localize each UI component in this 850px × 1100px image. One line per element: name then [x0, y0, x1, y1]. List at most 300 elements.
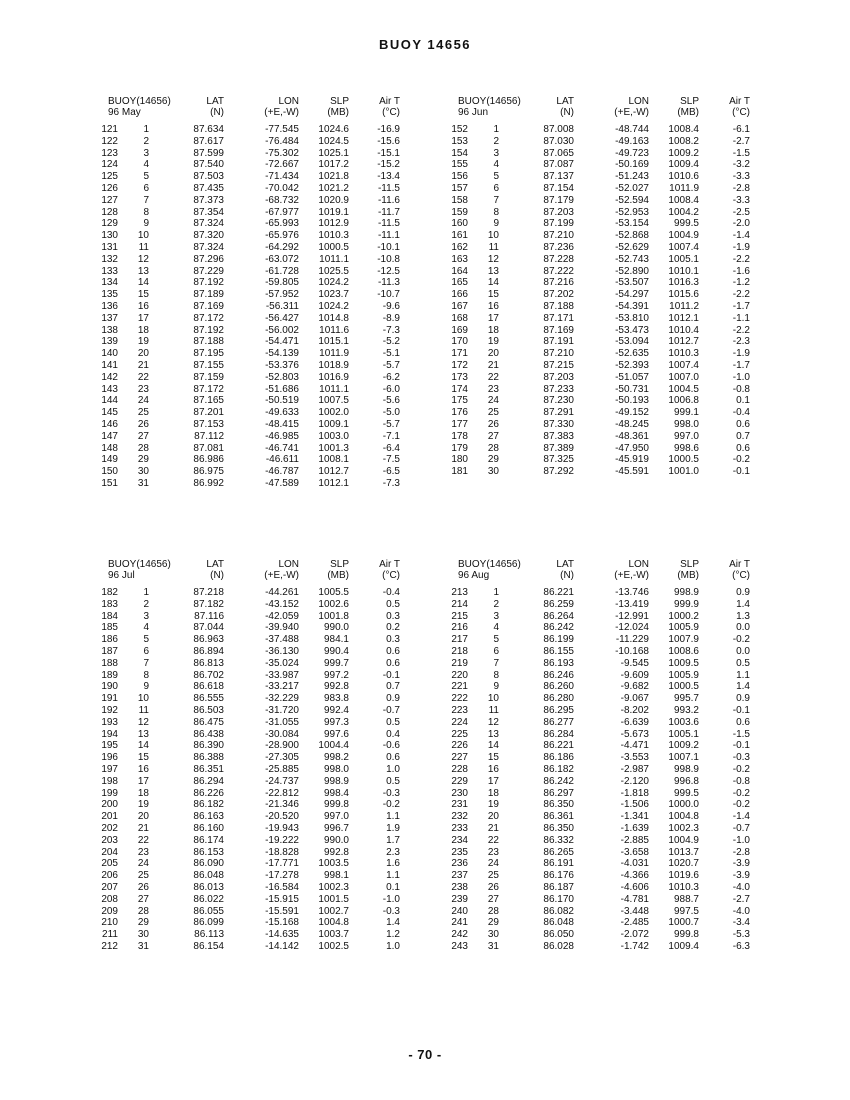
lat-header: LAT [556, 559, 574, 570]
row-lat: 87.182 [193, 598, 224, 610]
row-day: 14 [137, 740, 149, 752]
table-header [458, 559, 758, 583]
row-lon: -9.067 [620, 693, 649, 705]
row-lat: 86.055 [193, 905, 224, 917]
row-lat: 87.230 [543, 395, 574, 407]
row-airt: -1.0 [382, 893, 400, 905]
row-index: 193 [101, 716, 118, 728]
table-row [451, 940, 758, 953]
row-lon: -31.055 [265, 716, 299, 728]
row-index: 137 [101, 312, 118, 324]
row-index: 234 [451, 834, 468, 846]
row-lat: 87.116 [194, 610, 224, 622]
row-slp: 1012.9 [318, 218, 349, 230]
row-day: 1 [143, 124, 149, 135]
row-airt: -10.1 [377, 241, 400, 253]
row-index: 144 [101, 395, 118, 407]
row-slp: 1025.5 [318, 265, 349, 277]
table-row [451, 669, 758, 682]
row-day: 10 [487, 693, 499, 705]
row-index: 213 [451, 587, 468, 598]
row-lat: 87.169 [543, 324, 574, 336]
row-lat: 86.048 [193, 870, 224, 882]
row-slp: 1023.7 [318, 289, 349, 301]
row-slp: 1011.1 [319, 383, 349, 395]
row-day: 12 [487, 716, 499, 728]
row-lon: -44.261 [265, 587, 299, 598]
row-day: 6 [493, 645, 499, 657]
row-lon: -1.506 [620, 799, 649, 811]
row-lat: 87.228 [543, 253, 574, 265]
row-airt: -4.0 [732, 881, 750, 893]
row-airt: -2.0 [732, 218, 750, 230]
row-airt: -0.2 [732, 799, 750, 811]
row-airt: 0.9 [736, 587, 750, 598]
row-lon: -56.311 [265, 300, 299, 312]
row-lat: 87.503 [193, 171, 224, 183]
row-day: 8 [493, 206, 499, 218]
row-slp: 1011.9 [669, 182, 699, 194]
row-airt: 0.3 [386, 610, 400, 622]
row-lat: 86.113 [194, 929, 224, 941]
row-slp: 998.2 [323, 752, 349, 764]
row-lon: -61.728 [265, 265, 299, 277]
row-day: 2 [143, 135, 149, 147]
row-lon: -52.635 [615, 348, 649, 360]
row-index: 129 [101, 218, 118, 230]
lon-header: LON [278, 96, 299, 107]
row-lon: -50.731 [615, 383, 649, 395]
row-lat: 86.297 [543, 787, 574, 799]
row-airt: -15.1 [377, 147, 400, 159]
row-index: 233 [451, 822, 468, 834]
row-airt: -1.5 [732, 147, 750, 159]
row-lat: 87.291 [543, 407, 574, 419]
row-airt: -0.3 [732, 752, 750, 764]
row-lon: -75.302 [265, 147, 299, 159]
buoy-label: BUOY(14656) [458, 559, 521, 570]
table-row [101, 693, 408, 705]
row-airt: -3.9 [732, 870, 750, 882]
row-airt: 0.2 [386, 622, 400, 634]
row-slp: 1004.2 [668, 206, 699, 218]
row-index: 176 [451, 407, 468, 419]
row-lon: -42.059 [265, 610, 299, 622]
row-index: 235 [451, 846, 468, 858]
row-slp: 1002.3 [318, 881, 349, 893]
table-rows [451, 124, 758, 478]
data-table-jul [101, 559, 408, 953]
row-slp: 1005.5 [318, 587, 349, 598]
row-lon: -45.919 [615, 454, 649, 466]
row-lon: -51.686 [265, 383, 299, 395]
row-index: 219 [451, 657, 468, 669]
row-index: 171 [451, 348, 468, 360]
row-slp: 1010.6 [668, 171, 699, 183]
row-lat: 86.226 [193, 787, 224, 799]
row-lon: -59.805 [265, 277, 299, 289]
row-lon: -1.639 [620, 822, 649, 834]
row-slp: 1007.9 [668, 634, 699, 646]
table-row [101, 704, 408, 717]
row-lon: -53.376 [265, 359, 299, 371]
row-day: 23 [487, 383, 499, 395]
row-airt: 0.9 [736, 693, 750, 705]
row-airt: -11.7 [377, 206, 400, 218]
table-row [451, 312, 758, 325]
row-day: 2 [143, 598, 149, 610]
period-label: 96 May [108, 107, 141, 118]
row-index: 191 [101, 693, 118, 705]
row-airt: -1.6 [732, 265, 750, 277]
row-lon: -25.885 [265, 763, 299, 775]
row-airt: -15.6 [377, 135, 400, 147]
airt-header: Air T [729, 559, 750, 570]
table-row [101, 645, 408, 658]
row-airt: -1.9 [732, 348, 750, 360]
row-slp: 998.9 [323, 775, 349, 787]
table-row [451, 610, 758, 623]
row-airt: -1.0 [732, 371, 750, 383]
table-row [451, 657, 758, 670]
row-slp: 1024.6 [318, 124, 349, 135]
row-index: 134 [101, 277, 118, 289]
row-lat: 87.215 [543, 359, 574, 371]
row-airt: -13.4 [377, 171, 400, 183]
airt-header: Air T [729, 96, 750, 107]
row-lat: 87.112 [194, 430, 224, 442]
row-lon: -4.781 [620, 893, 649, 905]
row-lat: 86.160 [193, 822, 224, 834]
row-slp: 992.8 [323, 846, 349, 858]
row-slp: 1000.7 [668, 917, 699, 929]
row-index: 123 [101, 147, 118, 159]
row-index: 215 [451, 610, 468, 622]
row-day: 26 [487, 418, 499, 430]
row-day: 8 [143, 206, 149, 218]
row-slp: 998.4 [323, 787, 349, 799]
row-lat: 87.203 [543, 206, 574, 218]
row-lon: -12.991 [615, 610, 649, 622]
row-day: 5 [143, 171, 149, 183]
row-lon: -52.868 [615, 230, 649, 242]
slp-unit: (MB) [677, 107, 699, 118]
row-slp: 999.5 [673, 787, 699, 799]
row-lat: 86.221 [543, 740, 574, 752]
row-slp: 1001.5 [318, 893, 349, 905]
row-lon: -48.415 [265, 418, 299, 430]
table-row [101, 395, 408, 407]
row-day: 9 [143, 681, 149, 693]
row-day: 11 [138, 704, 149, 716]
table-row [451, 634, 758, 646]
row-lat: 86.294 [193, 775, 224, 787]
row-slp: 990.0 [323, 834, 349, 846]
data-table-jun [451, 96, 758, 478]
row-lat: 86.022 [193, 893, 224, 905]
row-lat: 87.210 [543, 230, 574, 242]
row-day: 16 [137, 763, 149, 775]
row-lat: 87.296 [193, 253, 224, 265]
row-slp: 1000.5 [668, 681, 699, 693]
row-index: 211 [102, 929, 118, 941]
table-row [451, 218, 758, 230]
table-row [451, 881, 758, 894]
table-row [451, 622, 758, 634]
table-row [101, 610, 408, 623]
row-lat: 86.242 [543, 622, 574, 634]
row-day: 23 [137, 383, 149, 395]
row-index: 229 [451, 775, 468, 787]
row-lat: 86.265 [543, 846, 574, 858]
row-index: 241 [451, 917, 468, 929]
row-day: 8 [143, 669, 149, 681]
row-day: 3 [493, 610, 499, 622]
table-row [101, 787, 408, 800]
row-airt: -6.5 [382, 466, 400, 478]
row-airt: 0.4 [386, 728, 400, 740]
row-index: 138 [101, 324, 118, 336]
row-lon: -49.723 [615, 147, 649, 159]
row-slp: 998.9 [673, 763, 699, 775]
row-index: 132 [101, 253, 118, 265]
row-index: 158 [451, 194, 468, 206]
row-lon: -52.594 [615, 194, 649, 206]
row-index: 218 [451, 645, 468, 657]
table-row [101, 383, 408, 396]
row-lat: 87.154 [543, 182, 574, 194]
row-airt: -0.6 [382, 740, 400, 752]
row-lon: -53.810 [615, 312, 649, 324]
row-index: 149 [101, 454, 118, 466]
row-index: 238 [451, 881, 468, 893]
table-row [101, 171, 408, 183]
row-airt: 0.3 [386, 634, 400, 646]
row-airt: 0.0 [736, 645, 750, 657]
table-row [451, 740, 758, 752]
row-day: 14 [487, 277, 499, 289]
row-day: 5 [493, 634, 499, 646]
row-day: 11 [488, 704, 499, 716]
row-lon: -14.635 [265, 929, 299, 941]
table-row [101, 846, 408, 859]
row-lon: -9.682 [620, 681, 649, 693]
row-lon: -52.629 [615, 241, 649, 253]
row-airt: -3.3 [732, 194, 750, 206]
row-airt: -11.3 [377, 277, 400, 289]
row-day: 12 [487, 253, 499, 265]
lat-unit: (N) [560, 570, 574, 581]
row-airt: 0.5 [386, 598, 400, 610]
row-airt: -2.2 [732, 324, 750, 336]
row-airt: -2.3 [732, 336, 750, 348]
row-index: 204 [101, 846, 118, 858]
row-day: 27 [137, 893, 149, 905]
row-lat: 86.361 [543, 811, 574, 823]
row-airt: 0.1 [386, 881, 400, 893]
row-index: 124 [101, 159, 118, 171]
row-airt: 0.6 [736, 442, 750, 454]
airt-unit: (°C) [382, 570, 400, 581]
row-index: 228 [451, 763, 468, 775]
row-index: 195 [101, 740, 118, 752]
row-lon: -52.743 [615, 253, 649, 265]
row-index: 125 [101, 171, 118, 183]
row-lon: -1.818 [620, 787, 649, 799]
row-lon: -54.471 [265, 336, 299, 348]
row-airt: -9.6 [382, 300, 400, 312]
row-lat: 86.264 [543, 610, 574, 622]
row-index: 183 [101, 598, 118, 610]
row-slp: 1015.6 [668, 289, 699, 301]
table-row [101, 870, 408, 882]
row-lat: 87.159 [193, 371, 224, 383]
row-index: 203 [101, 834, 118, 846]
row-day: 25 [487, 870, 499, 882]
row-index: 236 [451, 858, 468, 870]
row-lon: -17.278 [265, 870, 299, 882]
row-airt: -0.1 [382, 669, 400, 681]
row-airt: -3.2 [732, 159, 750, 171]
lon-header: LON [278, 559, 299, 570]
data-table-may [101, 96, 408, 490]
row-slp: 1007.0 [668, 371, 699, 383]
row-lat: 86.242 [543, 775, 574, 787]
row-day: 15 [487, 289, 499, 301]
row-index: 146 [101, 418, 118, 430]
table-row [451, 135, 758, 148]
row-lon: -54.297 [615, 289, 649, 301]
row-lon: -43.152 [265, 598, 299, 610]
row-day: 27 [487, 893, 499, 905]
row-lon: -52.393 [615, 359, 649, 371]
row-lat: 86.475 [193, 716, 224, 728]
row-index: 122 [101, 135, 118, 147]
row-slp: 998.6 [673, 442, 699, 454]
slp-header: SLP [330, 96, 349, 107]
row-lat: 87.617 [193, 135, 224, 147]
row-slp: 1012.1 [668, 312, 699, 324]
row-lat: 87.188 [543, 300, 574, 312]
row-day: 22 [487, 834, 499, 846]
row-slp: 990.4 [323, 645, 349, 657]
row-lat: 86.438 [193, 728, 224, 740]
row-index: 166 [451, 289, 468, 301]
row-day: 15 [487, 752, 499, 764]
row-day: 26 [487, 881, 499, 893]
row-lat: 87.324 [193, 241, 224, 253]
row-day: 21 [487, 822, 499, 834]
table-header [108, 559, 408, 583]
row-slp: 1020.7 [668, 858, 699, 870]
row-index: 141 [101, 359, 118, 371]
row-airt: 0.7 [386, 681, 400, 693]
row-lat: 86.295 [543, 704, 574, 716]
row-slp: 1008.4 [668, 124, 699, 135]
row-lon: -2.885 [620, 834, 649, 846]
row-lon: -1.742 [620, 940, 649, 952]
row-index: 165 [451, 277, 468, 289]
lon-header: LON [628, 559, 649, 570]
row-day: 6 [143, 182, 149, 194]
row-lat: 86.155 [543, 645, 574, 657]
row-airt: -7.3 [382, 477, 400, 489]
row-slp: 1000.5 [668, 454, 699, 466]
row-lat: 87.153 [193, 418, 224, 430]
row-lat: 87.599 [193, 147, 224, 159]
row-airt: 0.6 [736, 418, 750, 430]
row-day: 2 [493, 598, 499, 610]
row-day: 4 [493, 159, 499, 171]
table-row [451, 763, 758, 776]
table-row [451, 917, 758, 929]
row-index: 221 [451, 681, 468, 693]
row-day: 1 [493, 124, 499, 135]
row-lat: 87.169 [193, 300, 224, 312]
lon-header: LON [628, 96, 649, 107]
row-slp: 1000.0 [668, 799, 699, 811]
row-slp: 1002.0 [318, 407, 349, 419]
table-row [451, 693, 758, 705]
row-index: 179 [451, 442, 468, 454]
row-index: 205 [101, 858, 118, 870]
row-airt: -1.9 [732, 241, 750, 253]
row-airt: -7.1 [382, 430, 400, 442]
row-day: 31 [137, 940, 149, 952]
row-index: 169 [451, 324, 468, 336]
row-index: 163 [451, 253, 468, 265]
row-slp: 1000.5 [318, 241, 349, 253]
row-lat: 86.154 [193, 940, 224, 952]
row-day: 6 [143, 645, 149, 657]
row-slp: 999.8 [323, 799, 349, 811]
row-slp: 1025.1 [318, 147, 349, 159]
buoy-label: BUOY(14656) [108, 96, 171, 107]
row-lon: -49.633 [265, 407, 299, 419]
table-row [101, 194, 408, 207]
row-index: 196 [101, 752, 118, 764]
row-airt: 1.2 [386, 929, 400, 941]
row-airt: 1.9 [386, 822, 400, 834]
row-slp: 1021.8 [318, 171, 349, 183]
row-lon: -48.361 [615, 430, 649, 442]
table-row [451, 645, 758, 658]
table-row [101, 265, 408, 278]
table-row [101, 336, 408, 348]
table-row [101, 182, 408, 195]
row-index: 192 [101, 704, 118, 716]
row-airt: 0.0 [736, 622, 750, 634]
row-lon: -77.545 [265, 124, 299, 135]
row-lat: 87.383 [543, 430, 574, 442]
row-slp: 999.5 [673, 218, 699, 230]
row-airt: 0.6 [386, 657, 400, 669]
table-row [101, 669, 408, 682]
row-day: 5 [493, 171, 499, 183]
table-row [101, 477, 408, 490]
row-slp: 1010.3 [668, 881, 699, 893]
row-day: 26 [137, 418, 149, 430]
table-row [451, 265, 758, 278]
row-lon: -10.168 [615, 645, 649, 657]
table-row [101, 657, 408, 670]
table-row [101, 371, 408, 384]
row-index: 181 [451, 466, 468, 478]
row-day: 10 [137, 693, 149, 705]
table-row [101, 253, 408, 266]
airt-unit: (°C) [382, 107, 400, 118]
row-airt: -2.7 [732, 893, 750, 905]
